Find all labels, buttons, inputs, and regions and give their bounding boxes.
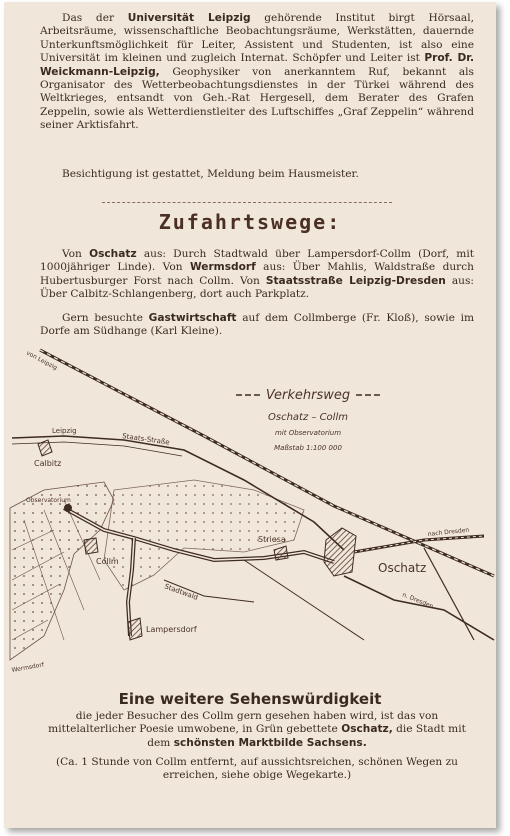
sight-text-2: die Stadt mit dem — [147, 723, 466, 749]
inns-paragraph — [40, 312, 474, 339]
label-n-dresden: n. Dresden — [401, 591, 435, 611]
sight-text-1: die jeder Besucher des Collm gern gesehen haben wird, ist das von mittelalterlicher Poesie umwobene, in Grün gebettete — [48, 710, 439, 736]
intro-text-2: gehörende Institut birgt Hörsaal, Arbeitsräume, wissenschaftliche Beobachtungsräume, Werkstätten, dauernde Unterkunftsmöglichkeit für Leiter, Assistent und Studenten, ist also eine Universität im kleinen und zugleich Internat. Schöpfer und Leiter ist — [40, 12, 474, 65]
sight-note: (Ca. 1 Stunde von Collm entfernt, auf aussichtsreichen, schönen Wegen zu erreichen, siehe obige Wegekarte.) — [56, 756, 458, 782]
intro-text-3: Geophysiker von anerkanntem Ruf, bekannt als Organisator des Wetterbeobachtungsdienstes in der Türkei während des Weltkrieges, entsandt von Geh.-Rat Hergesell, dem Berater des Grafen Zeppelin, sowie als Wetterdienstleiter des Luftschiffes „Graf Zeppelin“ während seiner Arktisfahrt. — [40, 65, 474, 132]
route-staatsstrasse: Staatsstraße Leipzig-Dresden — [265, 274, 446, 287]
legend-subtitle: mit Observatorium — [274, 429, 342, 437]
town-lampersdorf — [128, 618, 142, 640]
label-leipzig-left: Leipzig — [52, 427, 77, 435]
observatory-marker — [64, 504, 72, 512]
inns-text-1: Gern besuchte — [62, 312, 149, 324]
sight-paragraph — [40, 710, 474, 750]
label-wermsdorf: Wermsdorf — [11, 661, 45, 674]
label-oschatz: Oschatz — [378, 561, 427, 575]
routes-paragraph — [40, 248, 474, 302]
university-name: Universität Leipzig — [127, 12, 251, 24]
intro-paragraph — [40, 12, 474, 133]
legend-title: Verkehrsweg — [265, 388, 351, 403]
section-heading: Zufahrtswege: — [158, 210, 342, 234]
intro-text-1: Das der — [62, 12, 128, 24]
label-lampersdorf: Lampersdorf — [146, 625, 197, 634]
inn-label: Gastwirtschaft — [148, 312, 237, 324]
town-collm — [84, 538, 98, 554]
map-legend — [236, 388, 382, 452]
label-striesa: Striesa — [258, 535, 286, 544]
professor-name: Prof. Dr. Weickmann-Leipzig, — [40, 52, 474, 78]
route-wermsdorf: Wermsdorf — [189, 261, 256, 274]
label-calbitz: Calbitz — [34, 459, 62, 468]
town-striesa — [274, 546, 288, 560]
label-stadtwald: Stadtwald — [163, 582, 200, 602]
legend-scale: Maßstab 1:100 000 — [274, 444, 342, 452]
legend-route: Oschatz – Collm — [268, 412, 348, 423]
label-staatsstrasse: Staats-Straße — [121, 432, 171, 447]
routes-text-4: aus: Über Calbitz-Schlangenberg, dort auch Parkplatz. — [40, 274, 474, 301]
sight-marktbild: schönsten Marktbilde Sachsens. — [173, 736, 367, 749]
routes-text-3: aus: Über Mahlis, Waldstraße durch Hubertusburger Forst nach Collm. Von — [40, 261, 475, 287]
document-page — [4, 2, 496, 828]
label-nach-dresden: nach Dresden — [427, 526, 470, 538]
route-map — [4, 340, 496, 682]
sight-oschatz: Oschatz, — [341, 723, 393, 736]
routes-text-1: Von — [62, 248, 90, 260]
label-observatorium: Observatorium — [26, 497, 71, 504]
section-divider — [102, 202, 392, 203]
inns-text-2: auf dem Collmberge (Fr. Kloß), sowie im Dorfe am Südhange (Karl Kleine). — [40, 312, 475, 338]
sight-heading: Eine weitere Sehenswürdigkeit — [118, 690, 382, 708]
label-von-leipzig-top: von Leipzig — [25, 349, 59, 372]
label-collm: Collm — [96, 557, 119, 566]
route-oschatz: Oschatz — [89, 248, 137, 260]
visit-note: Besichtigung ist gestattet, Meldung beim Hausmeister. — [62, 168, 359, 180]
routes-text-2: aus: Durch Stadtwald über Lampersdorf-Collm (Dorf, mit 1000jähriger Linde). Von — [40, 248, 474, 274]
road-n-dresden — [344, 576, 494, 640]
